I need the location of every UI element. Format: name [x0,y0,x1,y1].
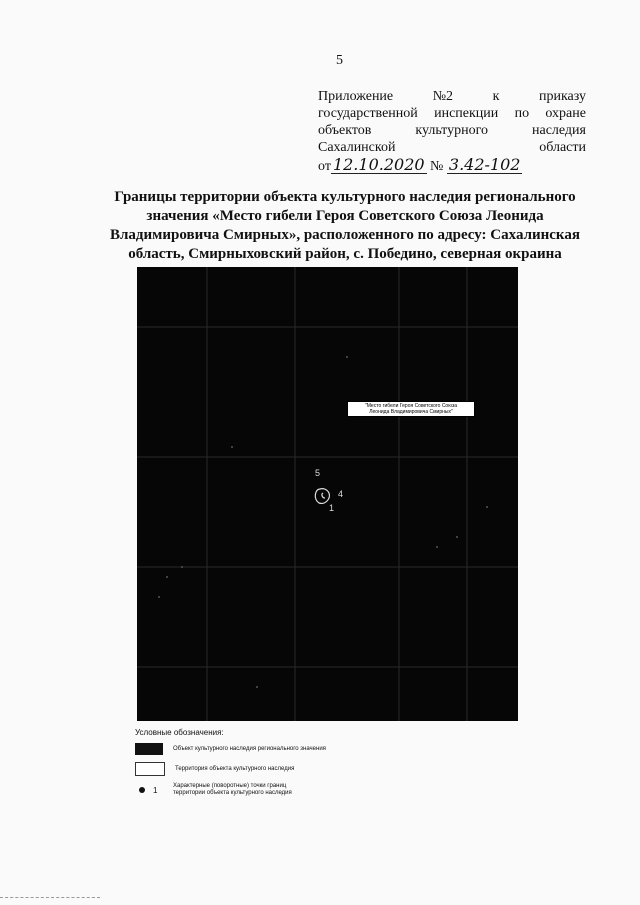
appendix-word: приказу [538,89,586,104]
boundary-point-label: 4 [338,489,344,499]
page-number: 5 [336,53,343,68]
boundary-point-label: 5 [315,468,321,478]
black-swatch-icon [135,743,163,755]
map-image [137,267,518,721]
point-symbol-number: 1 [153,785,158,795]
legend-item-heritage-object [135,743,326,755]
title-line: Границы территории объекта культурного наследия регионального [114,189,576,205]
white-swatch-icon [135,762,165,776]
object-boundary [315,489,329,504]
legend-item-points [135,783,326,797]
appendix-word: Приложение [318,89,394,104]
appendix-line-2 [318,105,586,122]
appendix-word: №2 [432,89,454,104]
legend-item-territory [135,762,326,776]
title-line: область, Смирныховский район, с. Победино, северная окраина [128,246,562,262]
point-dot-icon [139,787,145,793]
appendix-word: к [492,89,500,104]
map-label-line: Леонида Владимировича Смирных" [369,409,453,415]
document-title [100,188,590,264]
point-symbol [135,786,163,795]
title-line: значения «Место гибели Героя Советского Союза Леонида [146,208,544,224]
legend-title: Условные обозначения: [135,728,224,737]
legend-text-line: территории объекта культурного наследия [173,790,292,796]
appendix-line-4 [318,139,586,156]
map-object-label [347,401,475,417]
legend-text: Территория объекта культурного наследия [175,765,295,772]
map-label-line: "Место гибели Героя Советского Союза [364,403,458,409]
title-line: Владимировича Смирных», расположенного по адресу: Сахалинская [110,227,580,243]
appendix-block [318,88,586,175]
date-prefix: от [318,159,331,174]
appendix-line-3 [318,122,586,139]
handwritten-date: 12.10.2020 [332,155,425,174]
appendix-word: наследия [531,123,586,138]
appendix-word: объектов [318,123,372,138]
appendix-word: инспекции [434,106,499,121]
map-grid-lines [137,267,518,721]
appendix-word: области [539,140,586,155]
boundary-point-label: 1 [329,503,335,513]
appendix-word: культурного [415,123,489,138]
appendix-word: по [514,106,530,121]
appendix-word: охране [545,106,586,121]
appendix-line-1 [318,88,586,105]
appendix-word: государственной [318,106,418,121]
number-prefix: № [430,159,444,174]
legend-text: Объект культурного наследия регионального значения [173,745,326,752]
legend-text [173,783,292,797]
handwritten-order-number: 3.42-102 [448,155,521,174]
scan-edge-line [0,897,100,898]
map-legend [135,728,326,804]
appendix-date-line [318,156,586,175]
appendix-word: Сахалинской [318,140,396,155]
legend-text-line: Характерные (поворотные) точки границ [173,783,287,789]
